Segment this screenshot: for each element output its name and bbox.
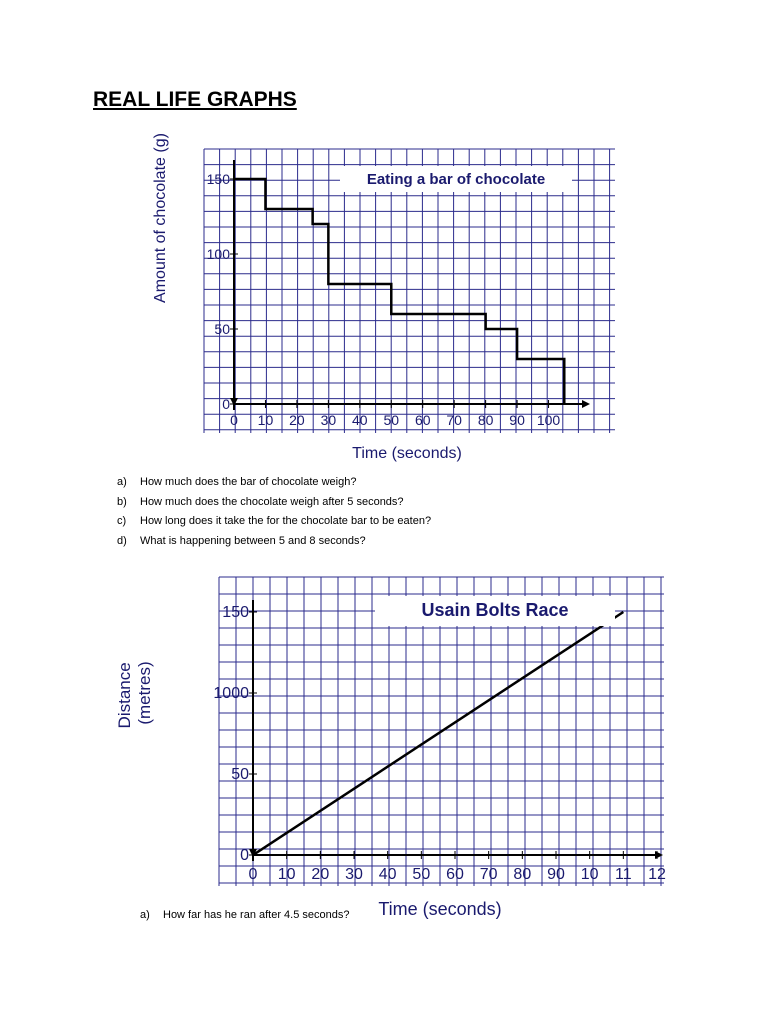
- race-chart-x-tick-label: 12: [648, 866, 666, 883]
- page-title: REAL LIFE GRAPHS: [93, 88, 297, 111]
- chocolate-chart-x-tick-label: 20: [289, 412, 305, 428]
- race-chart-xlabel: Time (seconds): [378, 899, 502, 919]
- chocolate-chart-x-tick-label: 30: [320, 412, 337, 428]
- race-chart-ylabel-line1: Distance: [115, 662, 134, 729]
- race-chart-x-tick-label: 70: [479, 866, 498, 883]
- race-chart-x-tick-label: 90: [547, 866, 565, 883]
- race-chart-x-tick-label: 10: [277, 866, 296, 883]
- question-label: b): [117, 495, 127, 508]
- chocolate-chart-x-tick-label: 90: [509, 412, 525, 428]
- question-label: d): [117, 534, 127, 547]
- chocolate-chart-x-tick-label: 0: [230, 412, 238, 428]
- chocolate-chart-x-tick-label: 70: [446, 412, 462, 428]
- questions-list-2: [140, 906, 350, 926]
- chocolate-chart-y-tick-label: 150: [206, 171, 230, 187]
- question-text: How long does it take the for the chocolate bar to be eaten?: [140, 515, 432, 527]
- chocolate-chart-xlabel: Time (seconds): [352, 445, 462, 462]
- race-chart-ylabel: [115, 658, 154, 729]
- chocolate-chart-ylabel: Amount of chocolate (g): [152, 133, 169, 303]
- race-chart-x-tick-label: 10: [580, 866, 599, 883]
- race-chart-series-line: [253, 612, 623, 855]
- race-chart-ylabel-line2: (metres): [135, 661, 154, 725]
- question-text: What is happening between 5 and 8 seconds?: [140, 534, 366, 547]
- race-chart-x-tick-label: 80: [513, 866, 532, 883]
- chocolate-chart-title: Eating a bar of chocolate: [366, 171, 546, 188]
- chocolate-chart-x-tick-label: 50: [383, 412, 400, 428]
- race-chart-x-tick-label: 30: [345, 866, 363, 883]
- race-chart-y-tick-label: 1000: [213, 685, 249, 702]
- race-chart-x-tick-label: 50: [412, 866, 431, 883]
- question-text: How much does the chocolate weigh after 5 seconds?: [140, 495, 404, 508]
- question-label: a): [140, 909, 150, 921]
- question-text: How far has he ran after 4.5 seconds?: [163, 909, 350, 921]
- race-chart-x-tick-label: 0: [248, 866, 258, 883]
- race-chart-x-tick-label: 20: [311, 866, 330, 883]
- chocolate-chart-x-tick-label: 10: [257, 412, 274, 428]
- race-chart-y-tick-label: 50: [231, 766, 249, 783]
- chocolate-chart-y-tick-label: 50: [214, 321, 230, 337]
- chocolate-chart-x-tick-label: 40: [352, 412, 368, 428]
- chocolate-chart-y-tick-label: 100: [206, 246, 230, 262]
- chocolate-chart-y-tick-label: 0: [222, 396, 230, 412]
- race-chart-x-tick-label: 40: [378, 866, 397, 883]
- question-label: a): [117, 476, 127, 488]
- chocolate-chart-x-tick-label: 100: [536, 412, 561, 428]
- race-chart-title: Usain Bolts Race: [421, 600, 569, 620]
- race-chart-x-tick-label: 60: [446, 866, 464, 883]
- chocolate-chart-x-tick-label: 80: [477, 412, 494, 428]
- chocolate-chart-x-tick-label: 60: [414, 412, 431, 428]
- race-chart-x-axis-arrow: [655, 851, 663, 859]
- question-item: [140, 906, 350, 926]
- race-chart-series: [253, 612, 623, 855]
- question-text: How much does the bar of chocolate weigh?: [140, 476, 357, 488]
- race-chart-x-tick-label: 11: [615, 866, 632, 883]
- question-label: c): [117, 515, 127, 527]
- race-chart-y-tick-label: 150: [222, 604, 249, 621]
- race-chart-y-tick-label: 0: [240, 847, 249, 864]
